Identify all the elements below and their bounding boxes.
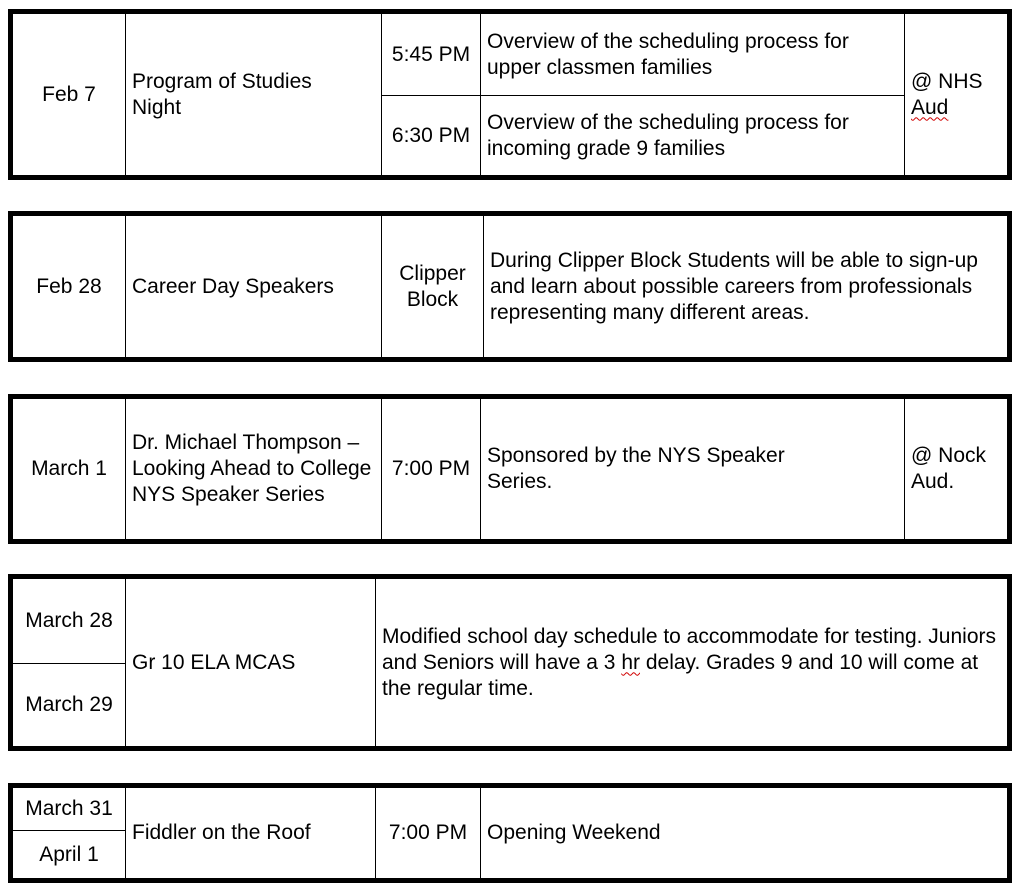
- location-word: Aud: [911, 95, 949, 119]
- event-description: [480, 399, 904, 539]
- event-dates: [13, 788, 125, 878]
- event-description-text: During Clipper Block Students will be able to sign-up and learn about possible careers from professionals representing many different areas.: [490, 248, 978, 324]
- event-time: [381, 399, 480, 539]
- description-part-1: Modified school day schedule to accommodate for testing. Juniors and Seniors will have a 3: [382, 624, 996, 674]
- event-date-text: March 29: [25, 693, 113, 716]
- event-description: [483, 216, 1007, 357]
- event-title-text: Program of Studies Night: [132, 69, 312, 119]
- session-description-text: Overview of the scheduling process for incoming grade 9 families: [487, 110, 849, 160]
- event-date-text: April 1: [39, 842, 99, 866]
- event-time: [381, 216, 483, 357]
- event-description-text: [382, 624, 1007, 702]
- event-fiddler-on-the-roof: [8, 783, 1012, 883]
- event-time: [375, 788, 480, 878]
- event-location: [904, 14, 1007, 175]
- event-dr-michael-thompson: [8, 394, 1012, 544]
- event-location-text: [911, 69, 983, 121]
- event-dates: [13, 579, 125, 746]
- session-time-1: [382, 14, 480, 95]
- event-date-text: March 31: [25, 797, 113, 820]
- session-descriptions: [480, 14, 904, 175]
- event-date-text: Feb 28: [36, 274, 102, 298]
- location-prefix: @ NHS: [911, 69, 983, 93]
- event-title-text: Gr 10 ELA MCAS: [132, 650, 296, 674]
- event-time-text: 7:00 PM: [388, 821, 468, 844]
- event-time-text: 7:00 PM: [391, 457, 471, 480]
- event-description-text: Opening Weekend: [487, 821, 661, 844]
- event-date-text: March 1: [31, 457, 107, 480]
- event-date-text: March 28: [25, 609, 113, 632]
- event-gr-10-ela-mcas: [8, 574, 1012, 751]
- event-date-2: [13, 663, 125, 746]
- event-description-text: Sponsored by the NYS Speaker Series.: [487, 444, 785, 493]
- session-description-1: [481, 14, 904, 95]
- event-title-text: Dr. Michael Thompson – Looking Ahead to College NYS Speaker Series: [132, 431, 372, 506]
- description-part-2: delay. Grades 9 and 10 will come at the regular time.: [382, 650, 979, 700]
- event-career-day-speakers: [8, 211, 1012, 362]
- event-location-text: @ Nock Aud.: [911, 444, 986, 493]
- event-description: [375, 579, 1007, 746]
- event-time-text: Clipper Block: [399, 261, 466, 311]
- session-description-2: [481, 95, 904, 175]
- event-title: [125, 216, 381, 357]
- event-title: [125, 788, 375, 878]
- session-time-text: 6:30 PM: [391, 123, 471, 147]
- session-times: [381, 14, 480, 175]
- event-date-2: [13, 830, 125, 878]
- session-description-text: Overview of the scheduling process for upper classmen families: [487, 29, 849, 79]
- session-time-text: 5:45 PM: [391, 42, 471, 66]
- event-title-text: Career Day Speakers: [132, 274, 334, 298]
- event-date: [13, 216, 125, 357]
- event-location: [904, 399, 1007, 539]
- event-date: [13, 14, 125, 175]
- event-description: [480, 788, 1007, 878]
- event-date-1: [13, 579, 125, 663]
- event-title-text: Fiddler on the Roof: [132, 821, 311, 844]
- event-title: [125, 579, 375, 746]
- event-program-of-studies-night: [8, 9, 1012, 180]
- session-time-2: [382, 95, 480, 175]
- event-title: [125, 399, 381, 539]
- event-date-text: Feb 7: [42, 82, 96, 106]
- event-title: [125, 14, 381, 175]
- event-date-1: [13, 788, 125, 830]
- description-flagged-word: hr: [621, 650, 640, 674]
- event-date: [13, 399, 125, 539]
